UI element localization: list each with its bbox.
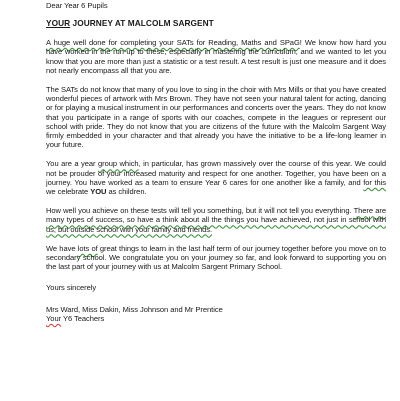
letter-title — [46, 19, 386, 28]
p4-success-highlight: There are many types of success, so have a think about all the things you have achieved, not just in school with us, but outside school with your family and friends. — [46, 206, 386, 234]
p3-for-this: for this — [363, 177, 387, 187]
title-your: YOUR — [46, 18, 71, 28]
p3-text-c: , in particular, has grown massively over the course of this year. We could not be prouder of your increased maturity and respect for one another. Together, you have been on a journey. You have worked as a team to ensure Year 6 cares for one another like a family, and — [46, 159, 386, 187]
p3-text-e: we celebrate — [46, 187, 91, 197]
title-rest: JOURNEY AT MALCOLM SARGENT — [70, 18, 214, 28]
p5-text-a: We have — [46, 243, 78, 253]
signatories: Mrs Ward, Miss Dakin, Miss Johnson and Mr Prentice — [46, 304, 223, 314]
sign-off — [46, 314, 386, 323]
p3-you: YOU — [90, 187, 107, 197]
p1-text-c: ! We know how hard you have worked in the run-up to these, especially in mastering the curriculum, and we wanted to let you know that you are more than just a statistic or a test result. A test result is just one measure and it does not nearly encompass all that you are. — [46, 38, 386, 75]
p4-text-a: How well you achieve on these tests will tell you something, but it will not tell you everything. — [46, 206, 354, 216]
paragraph-sats-do-not-know: The SATs do not know that many of you love to sing in the choir with Mrs Mills or that you have created wonderful pieces of artwork with Mrs Brown. They have not seen your natural talent for acting, dancing or for playing a musical instrument in our performances and concerts over the years. They do not know that you participate in a range of sports with our coaches, compete in the leagues or represent our school with pride. They do not know that you are citizens of the future with the Malcolm Sargent Way firmly embedded in your character and that already you have the initiative to be a life-long learner in your future. — [46, 85, 386, 150]
closing: Yours sincerely — [46, 283, 97, 293]
p1-spag: SPaG — [279, 38, 300, 48]
paragraph-congratulations — [46, 38, 386, 75]
p3-text-g: as children. — [106, 187, 147, 197]
p1-text-a: A huge well done for completing your SATs for Reading, Maths and — [46, 38, 280, 48]
paragraph-year-group — [46, 159, 386, 196]
p5-lots-of: lots of — [77, 243, 98, 253]
p3-group-which: group which — [97, 159, 139, 169]
sign-rest: Y6 Teachers — [61, 313, 105, 323]
p3-text-a: You are a year — [46, 159, 98, 169]
paragraph-success — [46, 206, 386, 234]
p5-text-c: great things to learn in the last half term of our journey together before you move on to secondary school. We congratulate you on your journey so far, and look forward to supporting you on the last part of your journey with us at Malcolm Sargent Primary School. — [46, 243, 386, 272]
sign-your: Your — [46, 313, 62, 323]
greeting: Dear Year 6 Pupils — [46, 1, 108, 10]
paragraph-great-things — [46, 244, 386, 272]
letter-page — [0, 1, 400, 401]
p1-highlight — [46, 38, 300, 47]
